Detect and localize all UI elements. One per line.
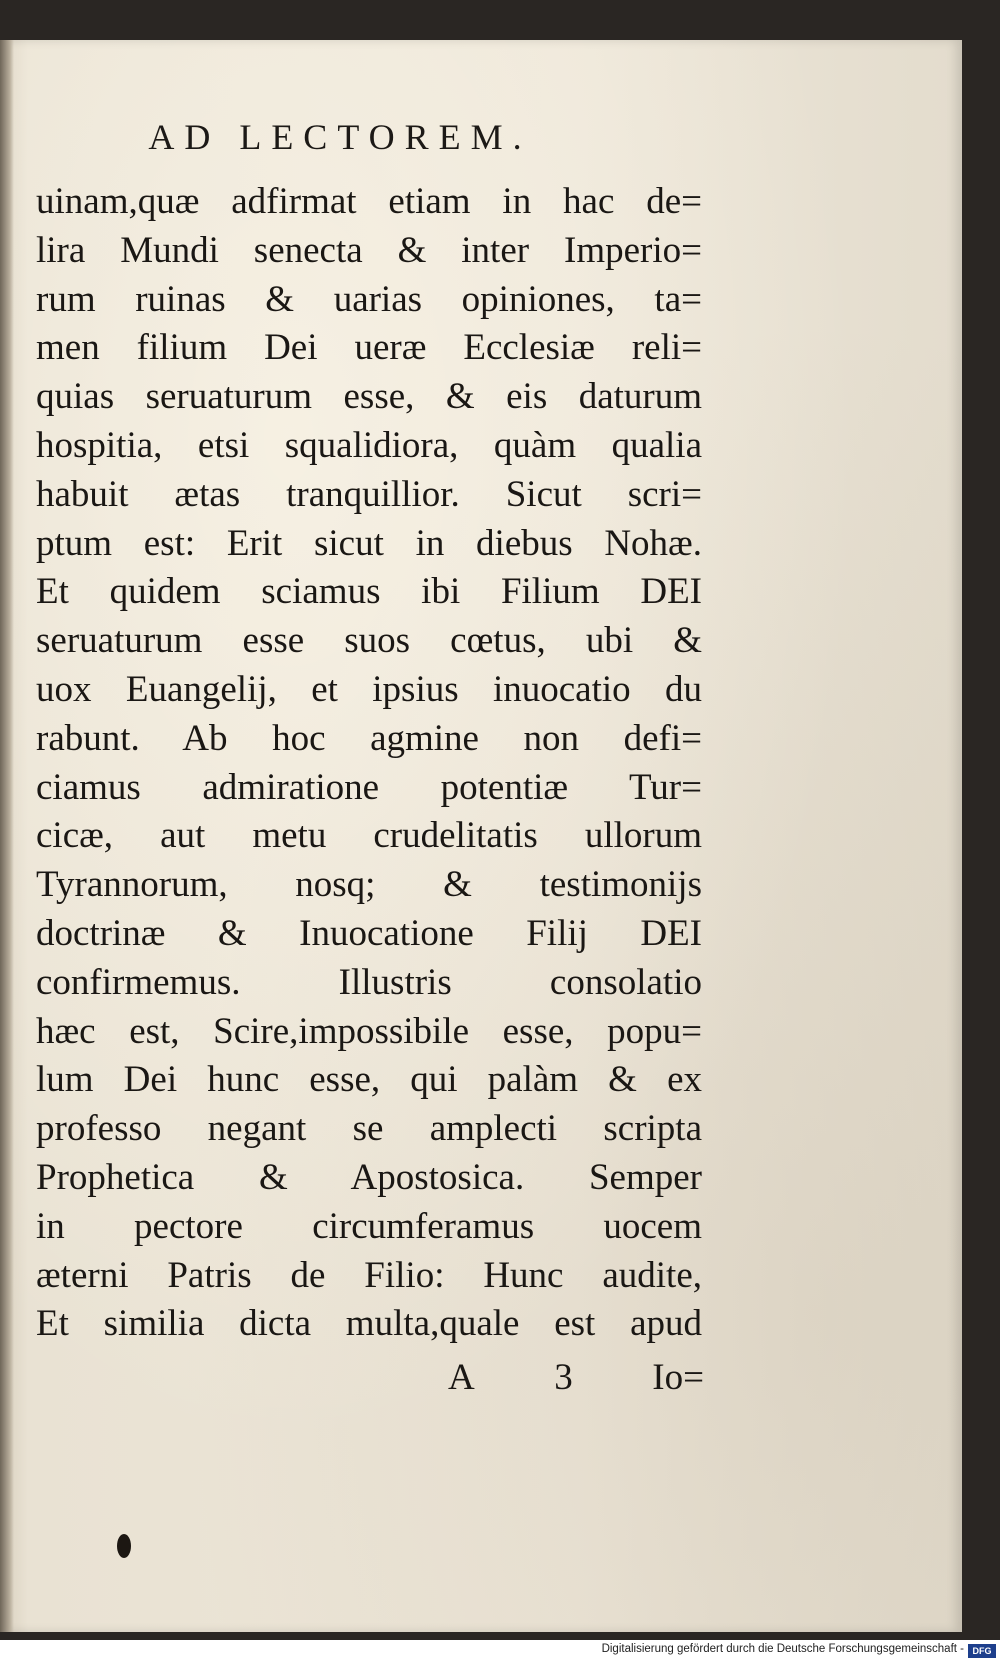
text-line: lum Dei hunc esse, qui palàm & ex bbox=[36, 1059, 702, 1101]
text-line: hæc est, Scire,impossibile esse, popu= bbox=[36, 1010, 702, 1052]
ink-spot bbox=[117, 1534, 131, 1558]
text-line: rabunt. Ab hoc agmine non defi= bbox=[36, 717, 702, 759]
text-line: ptum est: Erit sicut in diebus Nohæ. bbox=[36, 522, 702, 564]
text-line: æterni Patris de Filio: Hunc audite, bbox=[36, 1254, 702, 1296]
dfg-logo-icon: DFG bbox=[968, 1644, 996, 1658]
text-line: Prophetica & Apostosica. Semper bbox=[36, 1156, 702, 1198]
text-line: ciamus admiratione potentiæ Tur= bbox=[36, 766, 702, 808]
text-line: quias seruaturum esse, & eis daturum bbox=[36, 376, 702, 418]
footer-credit-text: Digitalisierung gefördert durch die Deutsche Forschungsgemeinschaft - bbox=[601, 1643, 964, 1655]
book-page bbox=[0, 40, 962, 1632]
digitization-footer bbox=[0, 1640, 1000, 1664]
text-line: in pectore circumferamus uocem bbox=[36, 1205, 702, 1247]
text-line: uinam,quæ adfirmat etiam in hac de= bbox=[36, 181, 702, 222]
text-line: Et similia dicta multa,quale est apud bbox=[36, 1303, 702, 1345]
page-binding-edge bbox=[0, 40, 14, 1632]
text-line: professo negant se amplecti scripta bbox=[36, 1108, 702, 1150]
text-line: uox Euangelij, et ipsius inuocatio du bbox=[36, 668, 702, 710]
text-line: rum ruinas & uarias opiniones, ta= bbox=[36, 278, 702, 320]
text-line: confirmemus. Illustris consolatio bbox=[36, 961, 702, 1003]
text-line: lira Mundi senecta & inter Imperio= bbox=[36, 229, 702, 271]
text-line: habuit ætas tranquillior. Sicut scri= bbox=[36, 473, 702, 515]
signature-mark: A bbox=[448, 1357, 475, 1398]
running-head: AD LECTOREM. bbox=[148, 117, 532, 157]
text-line: hospitia, etsi squalidiora, quàm qualia bbox=[36, 424, 702, 466]
text-line: Tyrannorum, nosq; & testimonijs bbox=[36, 864, 702, 906]
text-line: doctrinæ & Inuocatione Filij DEI bbox=[36, 912, 702, 954]
text-line: cicæ, aut metu crudelitatis ullorum bbox=[36, 815, 702, 857]
text-line: men filium Dei ueræ Ecclesiæ reli= bbox=[36, 327, 702, 369]
catchword: Io= bbox=[652, 1357, 704, 1398]
signature-number: 3 bbox=[554, 1357, 573, 1398]
text-line: seruaturum esse suos cœtus, ubi & bbox=[36, 620, 702, 662]
text-line: Et quidem sciamus ibi Filium DEI bbox=[36, 571, 702, 613]
signature-line bbox=[448, 1356, 704, 1399]
text-block bbox=[36, 178, 702, 1349]
